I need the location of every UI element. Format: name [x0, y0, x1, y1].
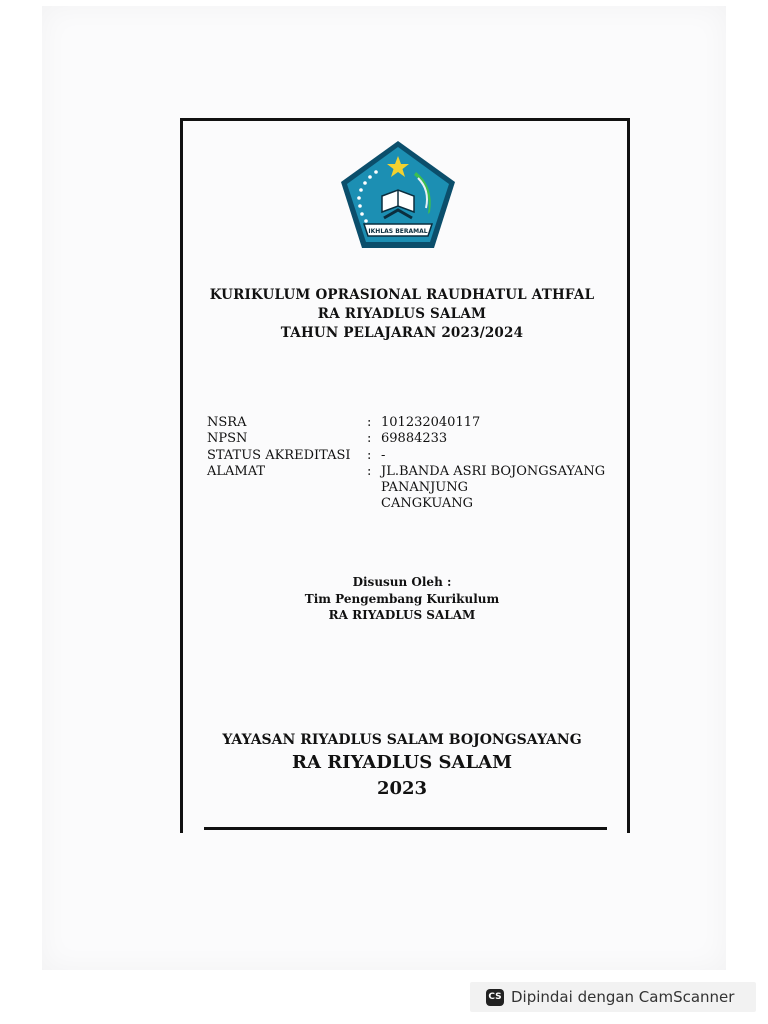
akreditasi-label: STATUS AKREDITASI — [207, 448, 351, 463]
alamat-line-1: JL.BANDA ASRI BOJONGSAYANG — [381, 464, 606, 479]
npsn-label: NPSN — [207, 431, 248, 446]
document-title — [180, 286, 624, 343]
prepared-team: Tim Pengembang Kurikulum — [304, 591, 500, 606]
prepared-by — [252, 574, 552, 624]
camscanner-label: Dipindai dengan CamScanner — [511, 988, 735, 1006]
prepared-heading: Disusun Oleh : — [352, 575, 452, 589]
nsra-label: NSRA — [207, 415, 247, 430]
npsn-value: 69884233 — [381, 431, 448, 446]
title-line-1: KURIKULUM OPRASIONAL RAUDHATUL ATHFAL — [209, 287, 595, 303]
camscanner-watermark — [470, 982, 756, 1012]
prepared-school: RA RIYADLUS SALAM — [328, 608, 476, 622]
camscanner-icon: CS — [486, 989, 504, 1006]
foundation-name: YAYASAN RIYADLUS SALAM BOJONGSAYANG — [222, 732, 582, 748]
alamat-label: ALAMAT — [207, 464, 266, 479]
kemenag-emblem-icon — [338, 138, 458, 252]
bottom-rule — [204, 827, 607, 830]
title-line-2: RA RIYADLUS SALAM — [317, 306, 487, 322]
alamat-line-3: CANGKUANG — [381, 496, 474, 511]
nsra-value: 101232040117 — [381, 415, 481, 430]
alamat-line-2: PANANJUNG — [381, 480, 469, 495]
akreditasi-value: - — [381, 448, 386, 463]
school-name: RA RIYADLUS SALAM — [292, 752, 512, 773]
title-line-3: TAHUN PELAJARAN 2023/2024 — [280, 325, 524, 341]
footer — [180, 730, 624, 801]
emblem-banner-text: IKHLAS BERAMAL — [368, 228, 428, 235]
year: 2023 — [376, 778, 428, 799]
